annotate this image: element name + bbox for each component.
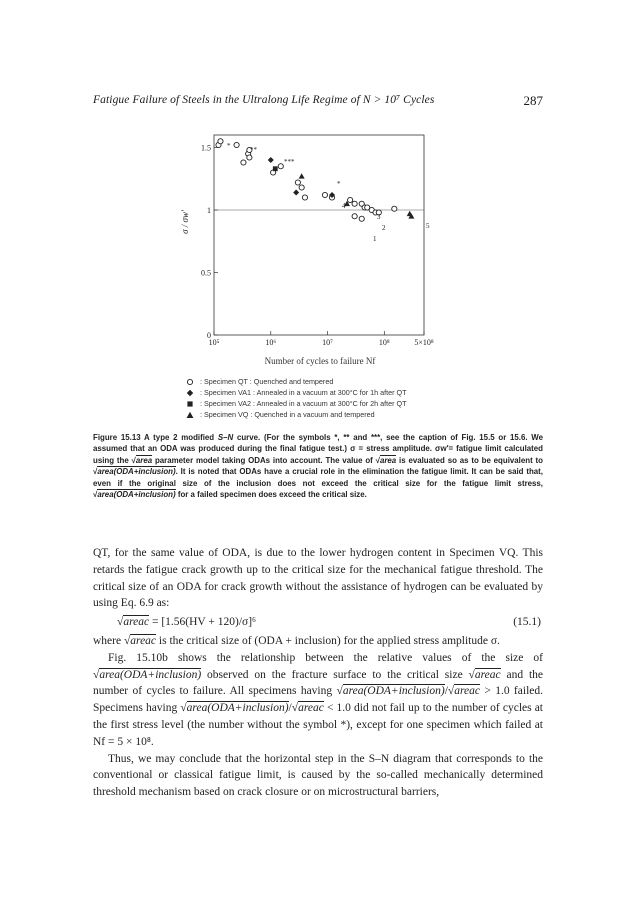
point-open-circle <box>241 160 246 165</box>
caption-text: parameter model taking ODAs into account. The value of <box>152 455 376 465</box>
filled-square-icon <box>186 400 200 408</box>
y-tick-label: 0.5 <box>201 268 211 278</box>
annotation-num-2: 2 <box>382 224 386 232</box>
x-tick-label: 5×10⁸ <box>414 338 434 347</box>
sqrt-oda-text: area(ODA+inclusion) <box>99 668 202 681</box>
caption-text: . It is noted that ODAs have a crucial role in the elimination the fatigue limit. It can be said that, even if the original size of the inclusion does not exceed the critical size for the fatigue limit stress, <box>93 467 543 488</box>
sqrt-oda-text: area(ODA+inclusion) <box>342 685 445 698</box>
x-ticks <box>209 331 434 347</box>
sqrt-oda-text: area(ODA+inclusion) <box>97 490 176 500</box>
caption-text: curve. (For the symbols *, ** and ***, see the caption of Fig. 15.5 or 15.6. We assumed that an ODA was produced during the final fatigue test.) σ = stress amplitude. σw′= fatigue limit calculated using the <box>93 433 543 465</box>
filled-triangle-icon <box>186 411 200 419</box>
paragraph-text: is the critical size of (ODA + inclusion) for the applied stress amplitude σ. <box>156 634 500 647</box>
point-filled-diamond <box>268 157 274 163</box>
legend-item-va1 <box>186 387 486 398</box>
annotation-star-1: * <box>227 142 231 150</box>
sqrt-area-c <box>124 634 156 647</box>
y-tick-label: 0 <box>207 331 211 340</box>
sqrt-oda-text: area(ODA+inclusion) <box>186 702 289 715</box>
legend-label: : Specimen QT : Quenched and tempered <box>200 377 334 386</box>
point-open-circle <box>352 214 357 219</box>
annotation-star-3: *** <box>284 158 295 166</box>
sqrt-oda <box>93 668 201 681</box>
annotation-num-4: 4 <box>342 202 346 210</box>
y-tick-label: 1.5 <box>201 143 211 153</box>
paragraph-text: > 1.0 failed. Specimens having <box>93 685 543 715</box>
sqrt-area-c <box>292 701 324 714</box>
sqrt-oda-text: area(ODA+inclusion) <box>97 467 176 477</box>
point-open-circle <box>247 155 252 160</box>
x-axis-label: Number of cycles to failure Nf <box>264 356 376 366</box>
caption-text: for a failed specimen does exceed the critical size. <box>175 490 367 500</box>
sqrt-oda <box>337 684 445 697</box>
sqrt-area-c <box>117 615 149 628</box>
data-points <box>216 139 415 222</box>
paragraph-3: Fig. 15.10b shows the relationship between the relative values of the size of √ area(ODA+inclusion) observed on the fracture surface to the critical size √ areac and the number of cycles to failure. All specimens having √ area(ODA+inclusion)/√ areac > 1.0 failed. Specimens having √ area(ODA+inclusion)/√ areac < 1.0 did not fail up to the number of cycles at the first stress level (the number without the symbol *), except for one specimen which failed at Nf = 5 × 10⁸. <box>93 650 543 751</box>
figure-legend <box>186 376 486 420</box>
point-open-circle <box>322 192 327 197</box>
sqrt-area-c-text: areac <box>454 685 480 698</box>
point-open-circle <box>348 197 353 202</box>
paragraph-4: Thus, we may conclude that the horizontal step in the S–N diagram that corresponds to the conventional or classical fatigue limit, is caused by the so-called mechanically determined threshold mechanism based on crack closure or on microstructural barriers, <box>93 752 543 799</box>
equation-rhs: = [1.56(HV + 120)/σ]⁶ <box>149 616 257 629</box>
running-head <box>93 94 543 112</box>
paragraph-text: Fig. 15.10b shows the relationship between the relative values of the size of <box>108 651 543 664</box>
y-ticks <box>201 144 218 341</box>
legend-label: : Specimen VQ : Quenched in a vacuum and tempered <box>200 410 375 419</box>
caption-sn: S–N <box>217 433 234 442</box>
page-number: 287 <box>523 93 543 108</box>
paragraph-1: QT, for the same value of ODA, is due to the lower hydrogen content in Specimen VQ. This retards the fatigue crack growth up to the critical size for the mechanical fatigue threshold. The critical size of an ODA for crack growth without the assistance of hydrogen can be evaluated by using Eq. 6.9 as: <box>93 547 543 610</box>
body-text <box>93 545 543 801</box>
x-tick-label: 10⁵ <box>208 338 220 347</box>
point-open-circle <box>352 201 357 206</box>
point-open-circle <box>392 206 397 211</box>
equation-number: (15.1) <box>513 616 541 629</box>
legend-label: : Specimen VA1 : Annealed in a vacuum at 300°C for 1h after QT <box>200 388 407 397</box>
sqrt-oda <box>93 489 176 499</box>
legend-item-va2 <box>186 398 486 409</box>
point-open-circle <box>218 139 223 144</box>
x-tick-label: 10⁶ <box>265 338 277 347</box>
figure-caption <box>93 432 543 500</box>
paragraph-text: and the number of cycles to failure. All specimens having <box>93 668 543 698</box>
equation-body <box>117 614 256 631</box>
caption-text: is evaluated so as to be equivalent to <box>396 455 543 465</box>
point-open-circle <box>359 216 364 221</box>
point-open-circle <box>234 142 239 147</box>
point-open-circle <box>302 195 307 200</box>
point-open-circle <box>299 185 304 190</box>
sqrt-area-c <box>469 668 501 681</box>
annotation-num-1: 1 <box>373 235 377 243</box>
sqrt-area <box>376 455 397 465</box>
sqrt-area-c-text: areac <box>474 668 501 681</box>
paragraph-text: observed on the fracture surface to the critical size <box>201 668 469 681</box>
annotation-num-5: 5 <box>426 222 430 230</box>
caption-lead: Figure 15.13 <box>93 433 141 442</box>
sqrt-area-text: area <box>379 455 397 465</box>
paragraph-text: < 1.0 did not fail up to the number of cycles at the first stress level (the number without the symbol *), except for one specimen which failed at Nf = 5 × 10⁸. <box>93 702 544 748</box>
legend-item-qt <box>186 376 486 387</box>
point-filled-triangle <box>299 173 305 178</box>
caption-text: A type 2 modified <box>140 433 218 442</box>
equation-15-1 <box>93 614 543 631</box>
sqrt-area-c-text: areac <box>130 634 157 647</box>
legend-label: : Specimen VA2 : Annealed in a vacuum at 300°C for 2h after QT <box>200 399 407 408</box>
legend-item-vq <box>186 409 486 420</box>
filled-diamond-icon <box>186 389 200 397</box>
sqrt-area <box>132 455 153 465</box>
plot-frame <box>214 135 424 335</box>
x-tick-label: 10⁷ <box>322 338 333 347</box>
y-axis-label: σ / σw′ <box>180 210 190 234</box>
sqrt-area-c <box>448 684 480 697</box>
sqrt-oda <box>93 466 176 476</box>
paragraph-2 <box>93 633 543 650</box>
point-open-circle <box>295 180 300 185</box>
annotation-star-4: * <box>337 180 341 188</box>
paragraph-text: where <box>93 634 124 647</box>
y-tick-label: 1 <box>207 206 211 215</box>
annotation-star-2: ** <box>250 146 257 154</box>
sqrt-area-c-text: areac <box>123 616 150 629</box>
sn-figure <box>180 130 450 370</box>
point-open-circle <box>278 164 283 169</box>
point-filled-diamond <box>293 190 299 196</box>
point-filled-square <box>273 166 278 171</box>
annotations <box>227 142 430 243</box>
annotation-num-3: 3 <box>377 213 381 221</box>
sqrt-oda <box>180 701 288 714</box>
open-circle-icon <box>186 378 200 386</box>
running-title: Fatigue Failure of Steels in the Ultralong Life Regime of N > 10⁷ Cycles <box>93 94 435 106</box>
sqrt-area-c-text: areac <box>298 702 324 715</box>
x-tick-label: 10⁸ <box>378 338 390 347</box>
sqrt-area-text: area <box>135 455 153 465</box>
sn-chart <box>180 130 450 370</box>
